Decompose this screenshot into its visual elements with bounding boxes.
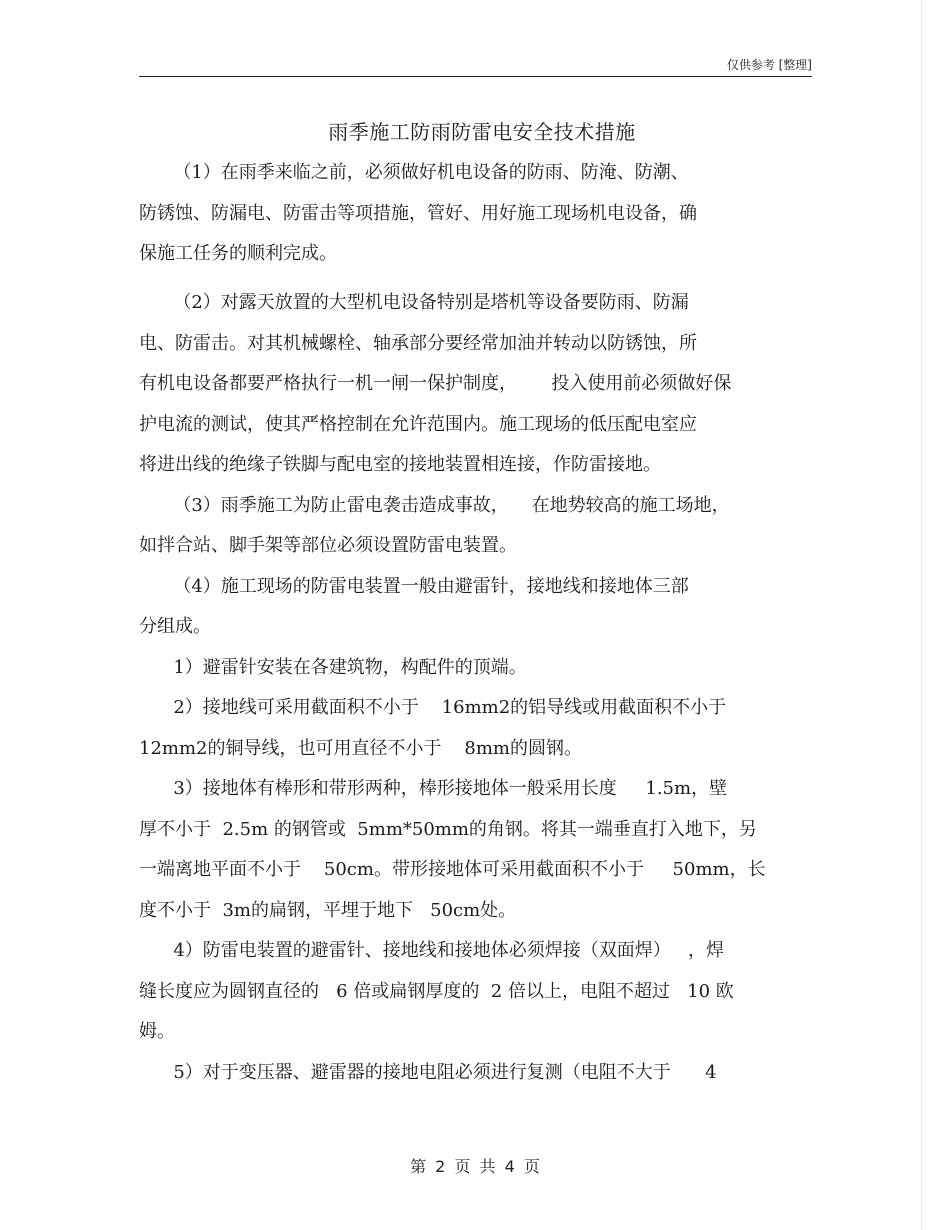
paragraph-line: （2）对露天放置的大型机电设备特别是塔机等设备要防雨、防漏 <box>139 292 689 313</box>
paragraph-line: 一端离地平面不小于 50cm。带形接地体可采用截面积不小于 50mm，长 <box>139 859 766 880</box>
paragraph-line: 防锈蚀、防漏电、防雷击等项措施，管好、用好施工现场机电设备，确 <box>139 202 697 224</box>
paragraph-line: （3）雨季施工为防止雷电袭击造成事故， 在地势较高的施工场地， <box>139 494 730 516</box>
page-footer: 第 2 页 共 4 页 <box>410 1157 540 1176</box>
paragraph-line: 如拌合站、脚手架等部位必须设置防雷电装置。 <box>139 535 517 556</box>
paragraph-line: 分组成。 <box>139 616 211 637</box>
paragraph-line: 4）防雷电装置的避雷针、接地线和接地体必须焊接（双面焊） ，焊 <box>139 940 724 961</box>
paragraph-line: 5）对于变压器、避雷器的接地电阻必须进行复测（电阻不大于 4 <box>139 1061 717 1083</box>
paragraph-line: （4）施工现场的防雷电装置一般由避雷针，接地线和接地体三部 <box>139 575 689 597</box>
paragraph-line: 姆。 <box>139 1021 175 1042</box>
paragraph-line: 保施工任务的顺利完成。 <box>139 243 337 264</box>
paragraph-line: 度不小于 3m的扁钢，平埋于地下 50cm处。 <box>139 899 517 921</box>
paragraph-line: 有机电设备都要严格执行一机一闸一保护制度， 投入使用前必须做好保 <box>139 373 732 394</box>
header-note: 仅供参考 [整理] <box>726 58 812 72</box>
page-edge <box>921 0 922 1230</box>
paragraph-line: 护电流的测试，使其严格控制在允许范围内。施工现场的低压配电室应 <box>139 413 697 435</box>
paragraph-line: 3）接地体有棒形和带形两种，棒形接地体一般采用长度 1.5m，壁 <box>139 778 728 799</box>
document-body <box>139 153 819 1093</box>
paragraph-line: （1）在雨季来临之前，必须做好机电设备的防雨、防淹、防潮、 <box>139 162 689 183</box>
paragraph-line: 12mm2的铜导线，也可用直径不小于 8mm的圆钢。 <box>139 737 582 759</box>
paragraph-line: 1）避雷针安装在各建筑物，构配件的顶端。 <box>139 656 527 678</box>
paragraph-line: 缝长度应为圆钢直径的 6 倍或扁钢厚度的 2 倍以上，电阻不超过 10 欧 <box>139 980 734 1002</box>
paragraph-line: 2）接地线可采用截面积不小于 16mm2的铝导线或用截面积不小于 <box>139 697 727 718</box>
header-rule <box>139 76 812 77</box>
paragraph-line: 电、防雷击。对其机械螺栓、轴承部分要经常加油并转动以防锈蚀，所 <box>139 332 697 354</box>
paragraph-line: 将进出线的绝缘子铁脚与配电室的接地装置相连接，作防雷接地。 <box>139 454 661 475</box>
paragraph-line: 厚不小于 2.5m 的钢管或 5mm*50mm的角钢。将其一端垂直打入地下，另 <box>139 818 757 840</box>
document-title: 雨季施工防雨防雷电安全技术措施 <box>328 120 636 144</box>
